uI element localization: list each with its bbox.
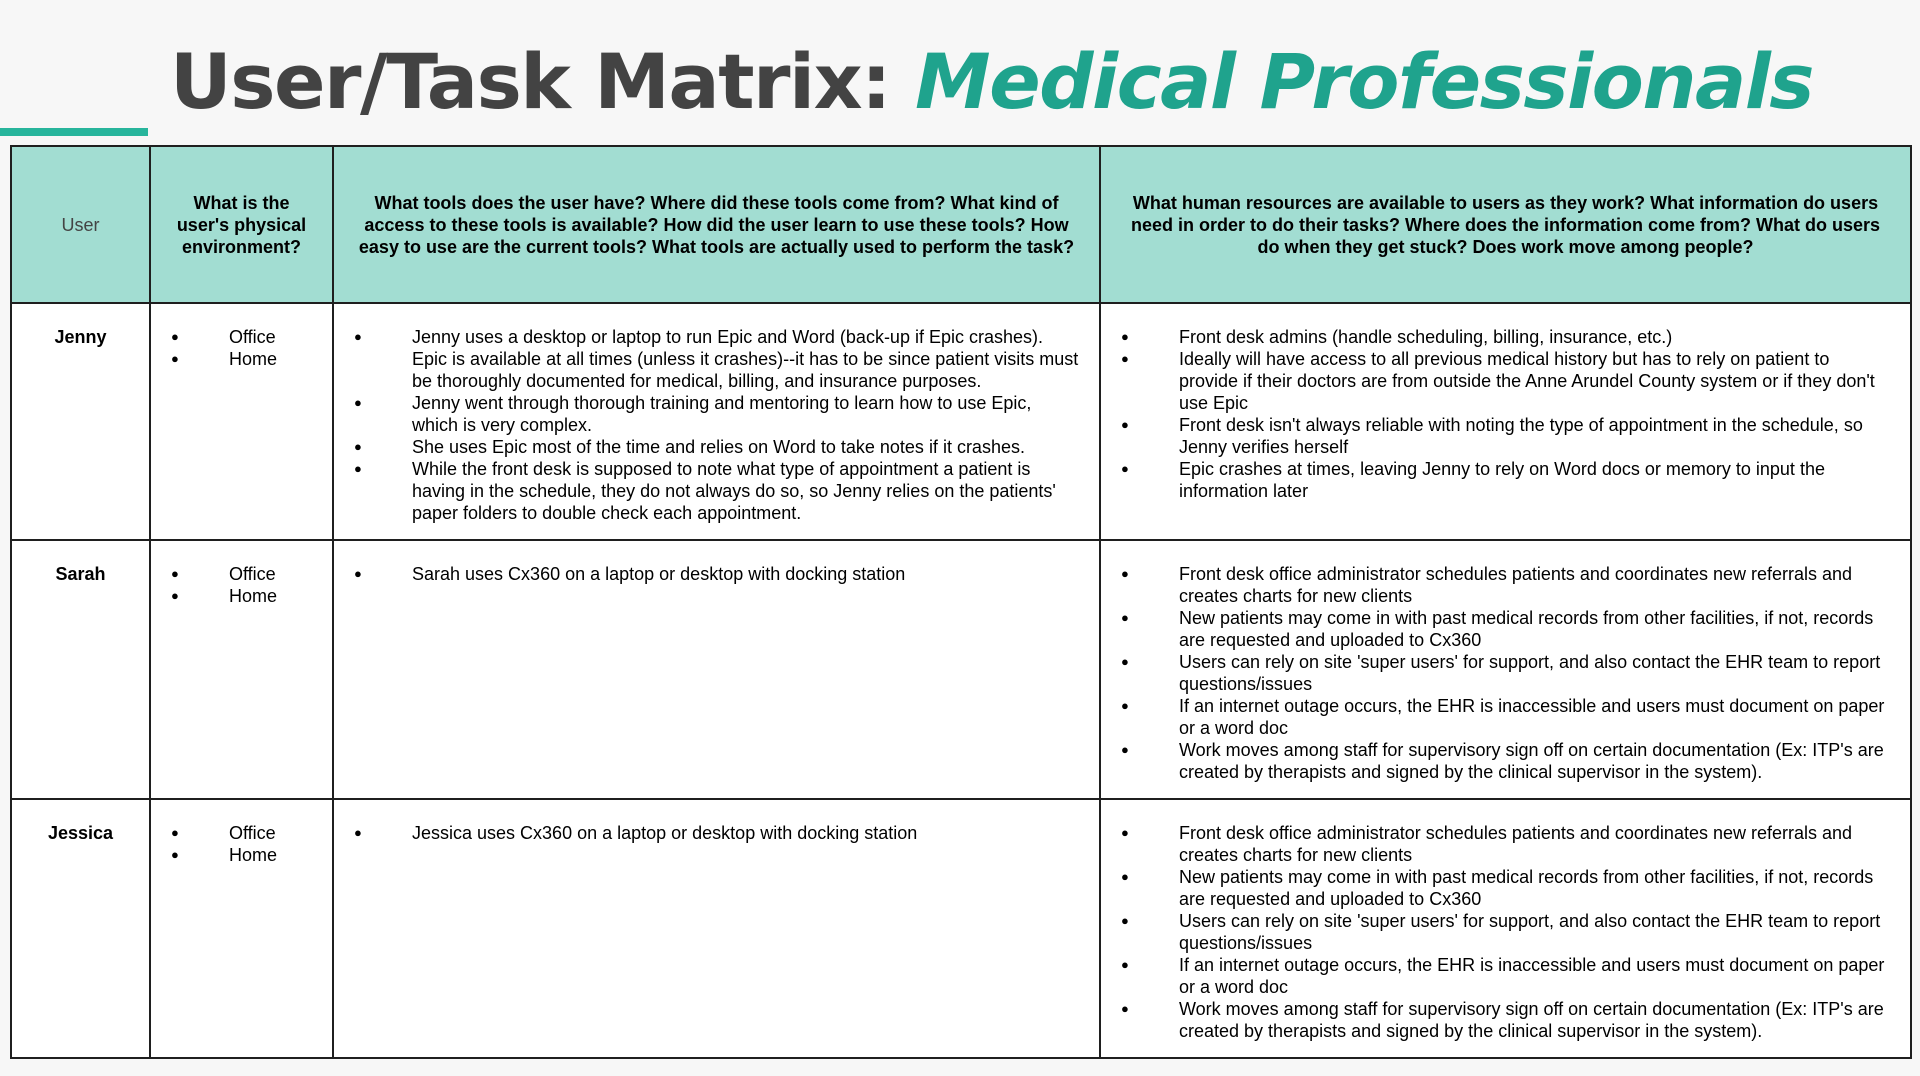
tools-cell: [333, 799, 1100, 1058]
list-item: ● Users can rely on site 'super users' for support, and also contact the EHR team to report questions/issues: [1101, 651, 1910, 695]
list-item: ● Sarah uses Cx360 on a laptop or desktop with docking station: [334, 563, 1099, 585]
user-name-cell: Jessica: [11, 799, 150, 1058]
resources-list: [1101, 563, 1910, 783]
user-name-cell: Jenny: [11, 303, 150, 540]
list-item: ● Work moves among staff for supervisory sign off on certain documentation (Ex: ITP's are created by therapists and signed by the clinical supervisor in the system).: [1101, 739, 1910, 783]
title-underline-accent: [0, 128, 148, 136]
list-item: ● If an internet outage occurs, the EHR is inaccessible and users must document on paper or a word doc: [1101, 954, 1910, 998]
header-row: [11, 146, 1911, 303]
tools-list: [334, 822, 1099, 844]
environment-cell: [150, 540, 333, 799]
tools-cell: [333, 540, 1100, 799]
list-item: ● Jenny uses a desktop or laptop to run Epic and Word (back-up if Epic crashes). Epic is available at all times (unless it crashes)--it has to be since patient visits must be thoroughly documented for medical, billing, and insurance purposes.: [334, 326, 1099, 392]
list-item: ● If an internet outage occurs, the EHR is inaccessible and users must document on paper or a word doc: [1101, 695, 1910, 739]
tools-list: [334, 563, 1099, 585]
header-resources: What human resources are available to users as they work? What information do users need in order to do their tasks? Where does the information come from? What do users do when they get stuck? Does work move among people?: [1100, 146, 1911, 303]
list-item: ● Epic crashes at times, leaving Jenny to rely on Word docs or memory to input the information later: [1101, 458, 1910, 502]
list-item: ● Front desk office administrator schedules patients and coordinates new referrals and creates charts for new clients: [1101, 563, 1910, 607]
resources-cell: [1100, 540, 1911, 799]
list-item: ● Jessica uses Cx360 on a laptop or desktop with docking station: [334, 822, 1099, 844]
tools-cell: [333, 303, 1100, 540]
list-item: ● Home: [151, 585, 332, 607]
list-item: ● Office: [151, 822, 332, 844]
title-accent: Medical Professionals: [914, 37, 1814, 126]
list-item: ● Office: [151, 563, 332, 585]
resources-cell: [1100, 303, 1911, 540]
list-item: ● Front desk office administrator schedules patients and coordinates new referrals and creates charts for new clients: [1101, 822, 1910, 866]
resources-list: [1101, 822, 1910, 1042]
list-item: ● Front desk isn't always reliable with noting the type of appointment in the schedule, so Jenny verifies herself: [1101, 414, 1910, 458]
title-main: User/Task Matrix:: [170, 37, 890, 126]
list-item: ● While the front desk is supposed to note what type of appointment a patient is having in the schedule, they do not always do so, so Jenny relies on the patients' paper folders to double check each appointment.: [334, 458, 1099, 524]
list-item: ● Home: [151, 348, 332, 370]
resources-list: [1101, 326, 1910, 502]
environment-cell: [150, 799, 333, 1058]
environment-list: [151, 822, 332, 866]
list-item: ● New patients may come in with past medical records from other facilities, if not, records are requested and uploaded to Cx360: [1101, 607, 1910, 651]
list-item: ● She uses Epic most of the time and relies on Word to take notes if it crashes.: [334, 436, 1099, 458]
environment-list: [151, 563, 332, 607]
list-item: ● Front desk admins (handle scheduling, billing, insurance, etc.): [1101, 326, 1910, 348]
list-item: ● Users can rely on site 'super users' for support, and also contact the EHR team to report questions/issues: [1101, 910, 1910, 954]
header-user: User: [11, 146, 150, 303]
list-item: ● Home: [151, 844, 332, 866]
user-task-matrix-table: [10, 145, 1912, 1059]
list-item: ● Office: [151, 326, 332, 348]
table-row: [11, 799, 1911, 1058]
table-row: [11, 303, 1911, 540]
user-name-cell: Sarah: [11, 540, 150, 799]
resources-cell: [1100, 799, 1911, 1058]
slide-title: [170, 32, 1813, 132]
tools-list: [334, 326, 1099, 524]
list-item: ● New patients may come in with past medical records from other facilities, if not, records are requested and uploaded to Cx360: [1101, 866, 1910, 910]
list-item: ● Work moves among staff for supervisory sign off on certain documentation (Ex: ITP's are created by therapists and signed by the clinical supervisor in the system).: [1101, 998, 1910, 1042]
environment-list: [151, 326, 332, 370]
list-item: ● Jenny went through thorough training and mentoring to learn how to use Epic, which is very complex.: [334, 392, 1099, 436]
environment-cell: [150, 303, 333, 540]
header-environment: What is the user's physical environment?: [150, 146, 333, 303]
table-row: [11, 540, 1911, 799]
header-tools: What tools does the user have? Where did these tools come from? What kind of access to these tools is available? How did the user learn to use these tools? How easy to use are the current tools? What tools are actually used to perform the task?: [333, 146, 1100, 303]
list-item: ● Ideally will have access to all previous medical history but has to rely on patient to provide if their doctors are from outside the Anne Arundel County system or if they don't use Epic: [1101, 348, 1910, 414]
